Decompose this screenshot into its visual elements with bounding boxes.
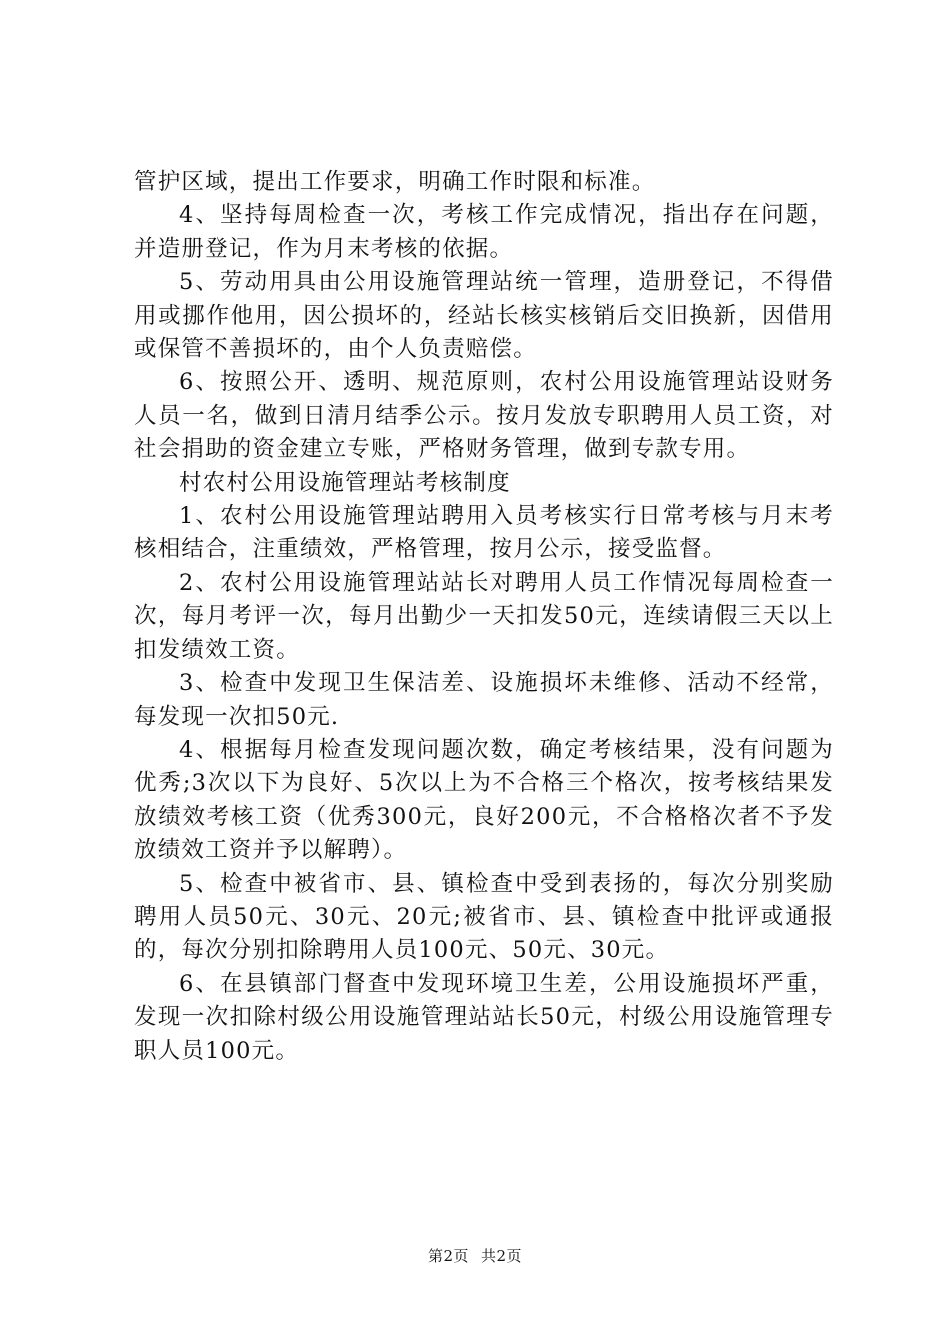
paragraph-item-4: 4、坚持每周检查一次，考核工作完成情况，指出存在问题，并造册登记，作为月末考核的依据。	[134, 202, 834, 262]
paragraph-continuation: 管护区域，提出工作要求，明确工作时限和标准。	[134, 169, 656, 195]
page-number: 第2页	[427, 1247, 469, 1265]
paragraph-item-5: 5、劳动用具由公用设施管理站统一管理，造册登记，不得借用或挪作他用，因公损坏的，经站长核实核销后交旧换新，因借用或保管不善损坏的，由个人负责赔偿。	[134, 269, 834, 363]
paragraph-rule-3: 3、检查中发现卫生保洁差、设施损坏未维修、活动不经常，每发现一次扣50元.	[134, 670, 834, 730]
paragraph-rule-6: 6、在县镇部门督查中发现环境卫生差，公用设施损坏严重，发现一次扣除村级公用设施管理站站长50元，村级公用设施管理专职人员100元。	[134, 970, 834, 1064]
page-footer	[0, 1245, 950, 1266]
paragraph-rule-2: 2、农村公用设施管理站站长对聘用人员工作情况每周检查一次，每月考评一次，每月出勤少一天扣发50元，连续请假三天以上扣发绩效工资。	[134, 569, 834, 663]
section-heading: 村农村公用设施管理站考核制度	[179, 469, 511, 496]
paragraph-rule-5: 5、检查中被省市、县、镇检查中受到表扬的，每次分别奖励聘用人员50元、30元、20元;被省市、县、镇检查中批评或通报的，每次分别扣除聘用人员100元、50元、30元。	[134, 870, 834, 964]
paragraph-item-6: 6、按照公开、透明、规范原则，农村公用设施管理站设财务人员一名，做到日清月结季公示。按月发放专职聘用人员工资，对社会捐助的资金建立专账，严格财务管理，做到专款专用。	[134, 369, 834, 463]
paragraph-rule-4: 4、根据每月检查发现问题次数，确定考核结果，没有问题为优秀;3次以下为良好、5次以上为不合格三个格次，按考核结果发放绩效考核工资（优秀300元，良好200元，不合格格次者不予发放绩效工资并予以解聘）。	[134, 736, 834, 864]
page-total: 共2页	[481, 1247, 523, 1265]
paragraph-rule-1: 1、农村公用设施管理站聘用入员考核实行日常考核与月末考核相结合，注重绩效，严格管理，按月公示，接受监督。	[134, 503, 834, 563]
document-body	[134, 166, 834, 1068]
